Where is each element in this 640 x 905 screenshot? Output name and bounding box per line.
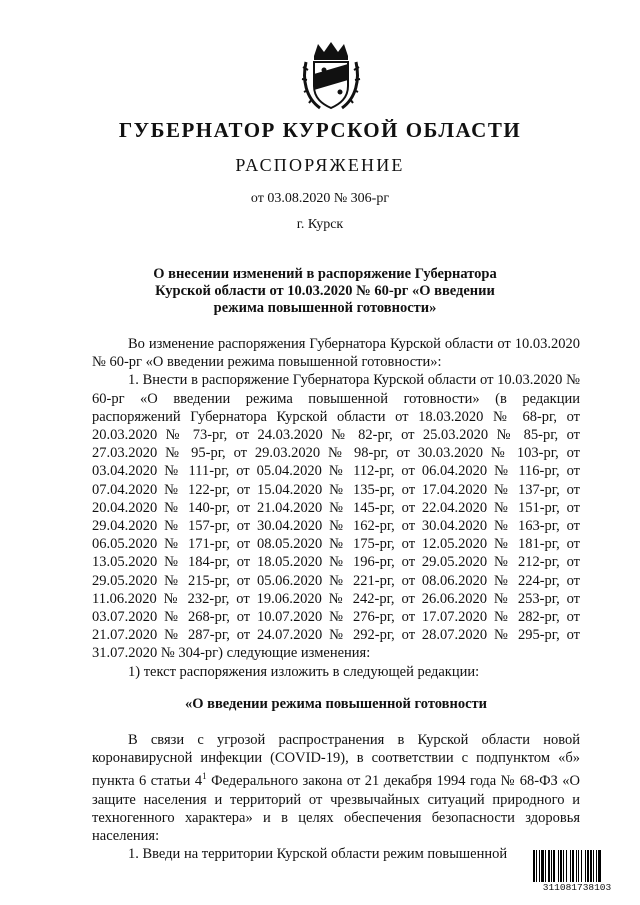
barcode-bar	[585, 850, 586, 882]
document-type: РАСПОРЯЖЕНИЕ	[235, 155, 405, 175]
barcode-bar	[596, 850, 597, 882]
context-text-end: Федерального закона от 21 декабря 1994 года № 68-ФЗ «О защите населения и территорий от чрезвычайных ситуаций природного и техногенного характера» и в целях обеспечения безопасности здоровья населения:	[92, 773, 580, 844]
article-superscript: 1	[202, 771, 207, 782]
intro-paragraph: Во изменение распоряжения Губернатора Курской области от 10.03.2020 № 60-рг «О введении режима повышенной готовности»:	[92, 336, 580, 371]
barcode-bar	[536, 850, 537, 882]
new-edition-heading: «О введении режима повышенной готовности	[184, 695, 487, 712]
barcode-bar	[533, 850, 535, 882]
barcode-bar	[541, 850, 544, 882]
subitem-1-paragraph: 1) текст распоряжения изложить в следующей редакции:	[128, 663, 480, 680]
document-date-number: от 03.08.2020 № 306-рг	[250, 191, 390, 206]
document-city: г. Курск	[296, 217, 344, 232]
coat-of-arms-icon	[300, 40, 362, 112]
new-item-1-paragraph: 1. Введи на территории Курской области режим повышенной	[128, 846, 508, 863]
barcode-bar	[558, 850, 559, 882]
barcode-bar	[598, 850, 601, 882]
barcode	[533, 850, 621, 894]
barcode-bar	[539, 850, 540, 882]
context-text-start: В связи с угрозой распространения в Курской области новой коронавирусной инфекции (COVID-19), в соответствии с подпунктом «б» пункта 6 статьи 4	[92, 732, 580, 790]
barcode-bar	[593, 850, 594, 882]
context-paragraph	[92, 731, 580, 845]
barcode-bar	[551, 850, 552, 882]
barcode-bar	[590, 850, 592, 882]
barcode-number: 311081738103	[542, 882, 612, 893]
issuer-title: ГУБЕРНАТОР КУРСКОЙ ОБЛАСТИ	[118, 118, 522, 142]
item-1-paragraph: 1. Внести в распоряжение Губернатора Курской области от 10.03.2020 № 60-рг «О введении режима повышенной готовности» (в редакции распоряжений Губернатора Курской области от 18.03.2020 № 68-рг, от 20.03.2020 № 73-рг, от 24.03.2020 № 82-рг, от 25.03.2020 № 85-рг, от 27.03.2020 № 95-рг, от 29.03.2020 № 98-рг, от 30.03.2020 № 103-рг, от 03.04.2020 № 111-рг, от 05.04.2020 № 112-рг, от 06.04.2020 № 116-рг, от 07.04.2020 № 122-рг, от 15.04.2020 № 135-рг, от 17.04.2020 № 137-рг, от 20.04.2020 № 140-рг, от 21.04.2020 № 145-рг, от 22.04.2020 № 151-рг, от 29.04.2020 № 157-рг, от 30.04.2020 № 162-рг, от 30.04.2020 № 163-рг, от 06.05.2020 № 171-рг, от 08.05.2020 № 175-рг, от 12.05.2020 № 181-рг, от 13.05.2020 № 184-рг, от 18.05.2020 № 196-рг, от 29.05.2020 № 212-рг, от 29.05.2020 № 215-рг, от 05.06.2020 № 221-рг, от 08.06.2020 № 224-рг, от 11.06.2020 № 232-рг, от 19.06.2020 № 242-рг, от 26.06.2020 № 253-рг, от 03.07.2020 № 268-рг, от 10.07.2020 № 276-рг, от 17.07.2020 № 282-рг, от 21.07.2020 № 287-рг, от 24.07.2020 № 292-рг, от 28.07.2020 № 295-рг, от 31.07.2020 № 304-рг) следующие изменения:	[92, 372, 580, 662]
barcode-bar	[545, 850, 546, 882]
barcode-bar	[560, 850, 562, 882]
barcode-bar	[570, 850, 571, 882]
barcode-bar	[576, 850, 577, 882]
barcode-bar	[548, 850, 550, 882]
barcode-bar	[587, 850, 589, 882]
document-body	[92, 335, 580, 863]
barcode-bars	[533, 850, 621, 882]
document-subject: О внесении изменений в распоряжение Губернатора Курской области от 10.03.2020 № 60-рг «О введении режима повышенной готовности»	[153, 266, 497, 316]
barcode-bar	[578, 850, 579, 882]
barcode-bar	[553, 850, 555, 882]
barcode-bar	[563, 850, 564, 882]
barcode-bar	[566, 850, 567, 882]
barcode-bar	[581, 850, 582, 882]
barcode-bar	[572, 850, 574, 882]
